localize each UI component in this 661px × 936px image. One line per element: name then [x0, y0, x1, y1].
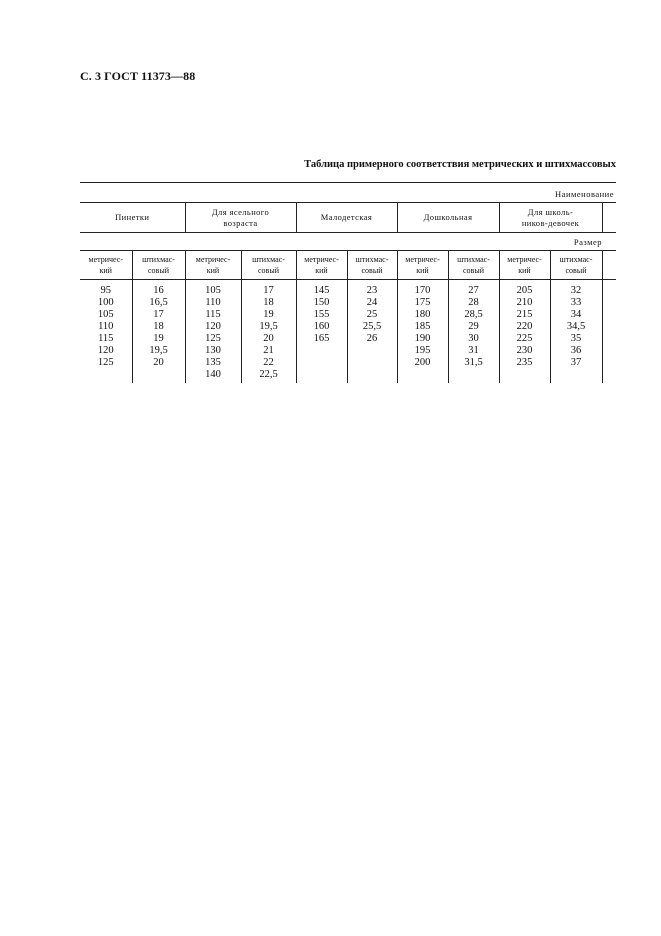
table-cell: 18 [241, 297, 296, 309]
table-cell [448, 369, 499, 383]
table-cell [347, 369, 397, 383]
subheader-metric-1 [80, 251, 132, 280]
subheader-shtihmass-3 [347, 251, 397, 280]
group-header-toddler [296, 203, 397, 233]
table-cell: 125 [80, 357, 132, 369]
table-row [80, 369, 616, 383]
subheader-metric-line1: метричес- [507, 255, 542, 264]
table-cell: 105 [185, 285, 241, 297]
subheader-metric-line1: метричес- [304, 255, 339, 264]
subheader-metric-line1: метричес- [88, 255, 123, 264]
table-cell: 135 [185, 357, 241, 369]
subheader-shtihmass-5 [550, 251, 602, 280]
group-header-nursery [185, 203, 296, 233]
subheader-shtihmass-2 [241, 251, 296, 280]
table-cell: 175 [397, 297, 448, 309]
table-row [80, 321, 616, 333]
group-schoolgirls-line1: Для школь- [527, 206, 574, 217]
table-cell: 37 [550, 357, 602, 369]
table-cell: 36 [550, 345, 602, 357]
subheader-metric-line2: кий [315, 266, 328, 275]
table-cell: 165 [296, 333, 347, 345]
subheader-metric-line2: кий [518, 266, 531, 275]
subheader-shtihmass-line2: совый [463, 266, 484, 275]
column-header-size: Размер [573, 236, 602, 247]
subheader-shtihmass-line2: совый [258, 266, 279, 275]
table-cell: 24 [347, 297, 397, 309]
subheader-row [80, 251, 616, 280]
table-row [80, 357, 616, 369]
subheader-shtihmass-line1: штихмас- [142, 255, 175, 264]
table-cell: 120 [185, 321, 241, 333]
table-cell: 28 [448, 297, 499, 309]
table-row [80, 297, 616, 309]
table-cell: 23 [347, 285, 397, 297]
table-cell: 30 [448, 333, 499, 345]
table-cell: 190 [397, 333, 448, 345]
table-cell: 215 [499, 309, 550, 321]
group-header-schoolgirls [499, 203, 602, 233]
table-cell: 16 [132, 285, 185, 297]
subheader-metric-line2: кий [99, 266, 112, 275]
table-cell: 21 [241, 345, 296, 357]
table-cell: 17 [132, 309, 185, 321]
table-cell: 31,5 [448, 357, 499, 369]
group-schoolgirls-line2: ников-девочек [521, 217, 580, 228]
table-title: Таблица примерного соответствия метрических и штихмассовых [304, 159, 616, 170]
column-header-name: Наименование [555, 188, 614, 199]
table-cell: 17 [241, 285, 296, 297]
table-cell: 25,5 [347, 321, 397, 333]
table-cell: 34,5 [550, 321, 602, 333]
table-cell: 225 [499, 333, 550, 345]
table-cell: 20 [241, 333, 296, 345]
table-cell [132, 369, 185, 383]
table-cell: 22,5 [241, 369, 296, 383]
table-cell: 27 [448, 285, 499, 297]
table-cell: 35 [550, 333, 602, 345]
table-cell [397, 369, 448, 383]
table-cell: 145 [296, 285, 347, 297]
table-cell: 130 [185, 345, 241, 357]
table-cell: 22 [241, 357, 296, 369]
table-cell: 155 [296, 309, 347, 321]
table-cell: 26 [347, 333, 397, 345]
table-cell: 115 [80, 333, 132, 345]
table-cell: 31 [448, 345, 499, 357]
subheader-shtihmass-line2: совый [148, 266, 169, 275]
table-cell [550, 369, 602, 383]
table-cell: 230 [499, 345, 550, 357]
group-nursery-line1: Для ясельного [211, 206, 270, 217]
subheader-shtihmass-line2: совый [565, 266, 587, 275]
table-cell: 110 [185, 297, 241, 309]
table-cell: 195 [397, 345, 448, 357]
table-cell: 210 [499, 297, 550, 309]
table-cell: 19 [132, 333, 185, 345]
table-cell [296, 345, 347, 357]
group-header-row [80, 203, 616, 233]
table-cell: 115 [185, 309, 241, 321]
group-preschool-line1: Дошкольная [423, 212, 473, 222]
table-cell: 18 [132, 321, 185, 333]
table-cell: 19 [241, 309, 296, 321]
table-cell: 110 [80, 321, 132, 333]
size-correspondence-table [80, 182, 616, 383]
subheader-metric-4 [397, 251, 448, 280]
subheader-metric-line2: кий [416, 266, 429, 275]
subheader-metric-3 [296, 251, 347, 280]
table-cell: 25 [347, 309, 397, 321]
subheader-shtihmass-1 [132, 251, 185, 280]
table-cell: 150 [296, 297, 347, 309]
subheader-metric-5 [499, 251, 550, 280]
table-cell: 95 [80, 285, 132, 297]
subheader-shtihmass-line1: штихмас- [252, 255, 285, 264]
table-row [80, 345, 616, 357]
table-cell: 180 [397, 309, 448, 321]
table-cell [347, 345, 397, 357]
table-cell: 220 [499, 321, 550, 333]
subheader-metric-2 [185, 251, 241, 280]
subheader-shtihmass-line1: штихмас- [559, 255, 593, 264]
table-cell: 19,5 [132, 345, 185, 357]
table-cell: 205 [499, 285, 550, 297]
table-row [80, 309, 616, 321]
group-toddler-line1: Малодетская [320, 212, 373, 222]
table-cell: 29 [448, 321, 499, 333]
table-row [80, 333, 616, 345]
table-cell: 34 [550, 309, 602, 321]
group-header-pinetki [80, 203, 185, 233]
table-cell [296, 369, 347, 383]
table-cell: 19,5 [241, 321, 296, 333]
table-cell: 20 [132, 357, 185, 369]
subheader-metric-line1: метричес- [195, 255, 231, 264]
table-cell: 16,5 [132, 297, 185, 309]
group-pinetki-line1: Пинетки [115, 212, 150, 222]
subheader-metric-line1: метричес- [405, 255, 440, 264]
table-cell: 120 [80, 345, 132, 357]
subheader-shtihmass-line2: совый [361, 266, 383, 275]
table-cell [80, 369, 132, 383]
table-cell: 32 [550, 285, 602, 297]
table-cell: 170 [397, 285, 448, 297]
group-nursery-line2: возраста [223, 217, 258, 228]
table-cell: 28,5 [448, 309, 499, 321]
table-cell: 100 [80, 297, 132, 309]
subheader-shtihmass-4 [448, 251, 499, 280]
table-cell: 140 [185, 369, 241, 383]
table-cell: 160 [296, 321, 347, 333]
table-cell [296, 357, 347, 369]
subheader-shtihmass-line1: штихмас- [355, 255, 389, 264]
page-header: С. 3 ГОСТ 11373—88 [80, 69, 196, 83]
group-header-preschool [397, 203, 499, 233]
table-cell: 33 [550, 297, 602, 309]
table-cell: 185 [397, 321, 448, 333]
table-cell [347, 357, 397, 369]
table-cell [499, 369, 550, 383]
table-cell: 235 [499, 357, 550, 369]
table-cell: 200 [397, 357, 448, 369]
subheader-shtihmass-line1: штихмас- [457, 255, 490, 264]
table-row [80, 285, 616, 297]
subheader-metric-line2: кий [206, 266, 220, 275]
table-cell: 125 [185, 333, 241, 345]
table-cell: 105 [80, 309, 132, 321]
